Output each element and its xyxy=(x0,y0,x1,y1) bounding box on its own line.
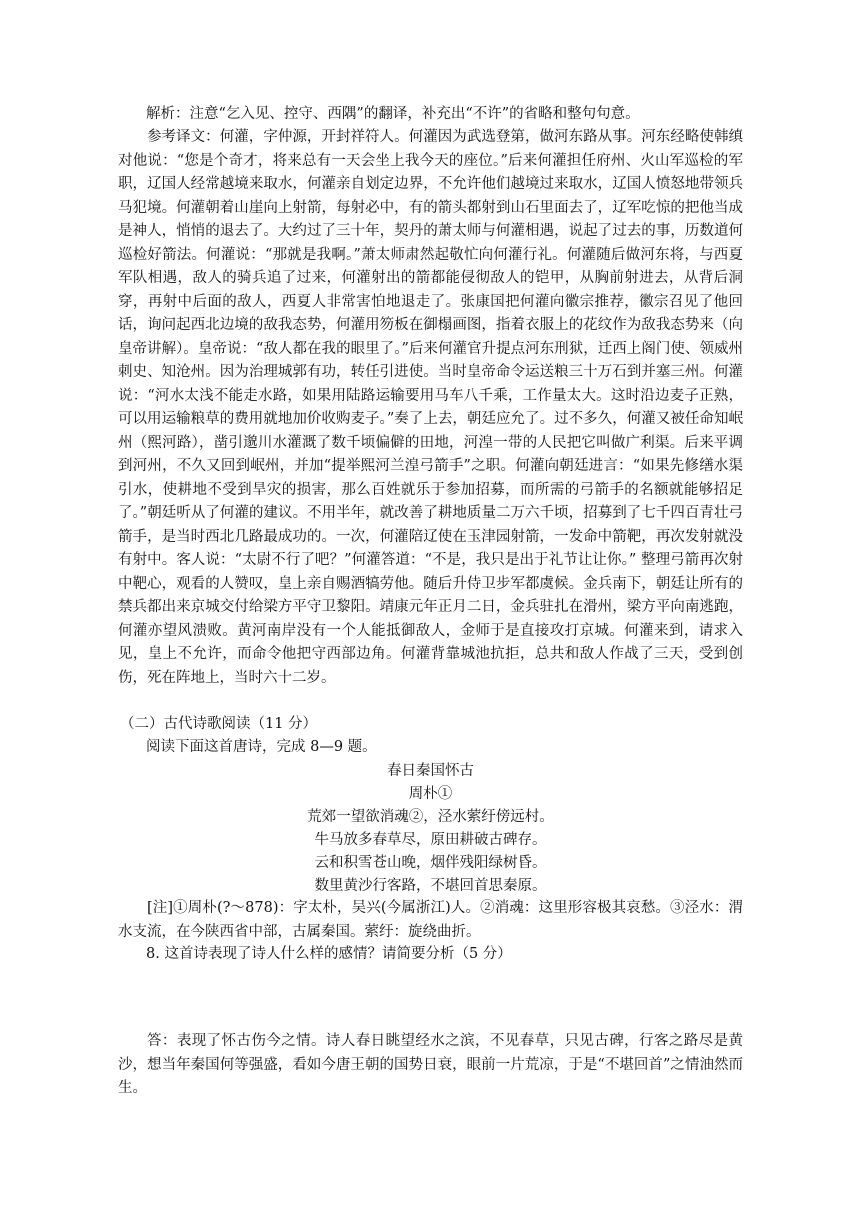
answer-text: 答：表现了怀古伤今之情。诗人春日眺望经水之滨，不见春草，只见古碑，行客之路尽是黄沙，想当年秦国何等强盛，看如今唐王朝的国势日衰，眼前一片荒凉，于是“不堪回首”之情油然而生。 xyxy=(118,1033,743,1096)
reading-instruction: 阅读下面这首唐诗，完成 8—9 题。 xyxy=(146,739,377,755)
poem-author: 周朴① xyxy=(408,786,453,802)
poem-line: 荒郊一望欲消魂②，泾水萦纡傍远村。 xyxy=(307,809,554,825)
analysis-note: 解析：注意“乞入见、控守、西隅”的翻译，补充出“不许”的省略和整句句意。 xyxy=(146,106,640,122)
reference-translation: 参考译文：何灌，字仲源，开封祥符人。何灌因为武选登第，做河东路从事。河东经略使韩缜对他说：“您是个奇才，将来总有一天会坐上我今天的座位。”后来何灌担任府州、火山军巡检的军职，辽国人经常越境来取水，何灌亲自划定边界，不允许他们越境过来取水，辽国人愤怒地带领兵马犯境。何灌朝着山崖向上射箭，每射必中，有的箭头都射到山石里面去了，辽军吃惊的把他当成是神人，悄悄的退去了。大约过了三十年，契丹的萧太师与何灌相遇，说起了过去的事，历数道何巡检好箭法。何灌说：“那就是我啊。”萧太师肃然起敬忙向何灌行礼。何灌随后做河东将，与西夏军队相遇，敌人的骑兵追了过来，何灌射出的箭都能侵彻敌人的铠甲，从胸前射进去，从背后洞穿，再射中后面的敌人，西夏人非常害怕地退走了。张康国把何灌向徽宗推荐，徽宗召见了他回话，询问起西北边境的敌我态势，何灌用笏板在御榻画图，指着衣服上的花纹作为敌我态势来（向皇帝讲解）。皇帝说：“敌人都在我的眼里了。”后来何灌官升提点河东刑狱，迁西上阁门使、领威州刺史、知沧州。因为治理城郭有功，转任引进使。当时皇帝命令运送粮三十万石到并塞三州。何灌说：“河水太浅不能走水路，如果用陆路运输要用马车八千乘，工作量太大。这时沿边麦子正熟，可以用运输粮草的费用就地加价收购麦子。”奏了上去，朝廷应允了。过不多久，何灌又被任命知岷州（熙河路），凿引邈川水灌溉了数千顷偏僻的田地，河湟一带的人民把它叫做广利渠。后来平调到河州，不久又回到岷州，并加“提举熙河兰湟弓箭手”之职。何灌向朝廷进言：“如果先修缮水渠引水，使耕地不受到旱灾的损害，那么百姓就乐于参加招募，而所需的弓箭手的名额就能够招足了。”朝廷听从了何灌的建议。不用半年，就改善了耕地质量二万六千顷，招募到了七千四百青壮弓箭手，是当时西北几路最成功的。一次，何灌陪辽使在玉津园射箭，一发命中箭靶，再次发射就没有射中。客人说：“太尉不行了吧？”何灌答道：“不是，我只是出于礼节让让你。” 整理弓箭再次射中靶心，观看的人赞叹，皇上亲自赐酒犒劳他。随后升侍卫步军都虞候。金兵南下，朝廷让所有的禁兵都出来京城交付给梁方平守卫黎阳。靖康元年正月二日，金兵驻扎在滑州，梁方平向南逃跑，何灌亦望风溃败。黄河南岸没有一个人能抵御敌人，金师于是直接攻打京城。何灌来到，请求入见，皇上不允许，而命令他把守西部边角。何灌背靠城池抗拒，总共和敌人作战了三天，受到创伤，死在阵地上，当时六十二岁。 xyxy=(118,129,743,686)
poem-annotation: [注]①周朴(?～878)：字太朴，吴兴(今属浙江)人。②消魂：这里形容极其哀愁。③泾水：渭水支流，在今陕西省中部，古属秦国。萦纡：旋绕曲折。 xyxy=(118,900,743,940)
poem-line: 云和积雪苍山晚，烟伴残阳绿树昏。 xyxy=(314,855,547,871)
section-heading: （二）古代诗歌阅读（11 分） xyxy=(120,716,318,732)
question-8: 8. 这首诗表现了诗人什么样的感情？请简要分析（5 分） xyxy=(146,946,512,962)
poem-title: 春日秦国怀古 xyxy=(387,763,474,779)
poem-line: 数里黄沙行客路，不堪回首思秦原。 xyxy=(314,878,547,894)
poem-line: 牛马放多春草尽，原田耕破古碑存。 xyxy=(314,832,547,848)
